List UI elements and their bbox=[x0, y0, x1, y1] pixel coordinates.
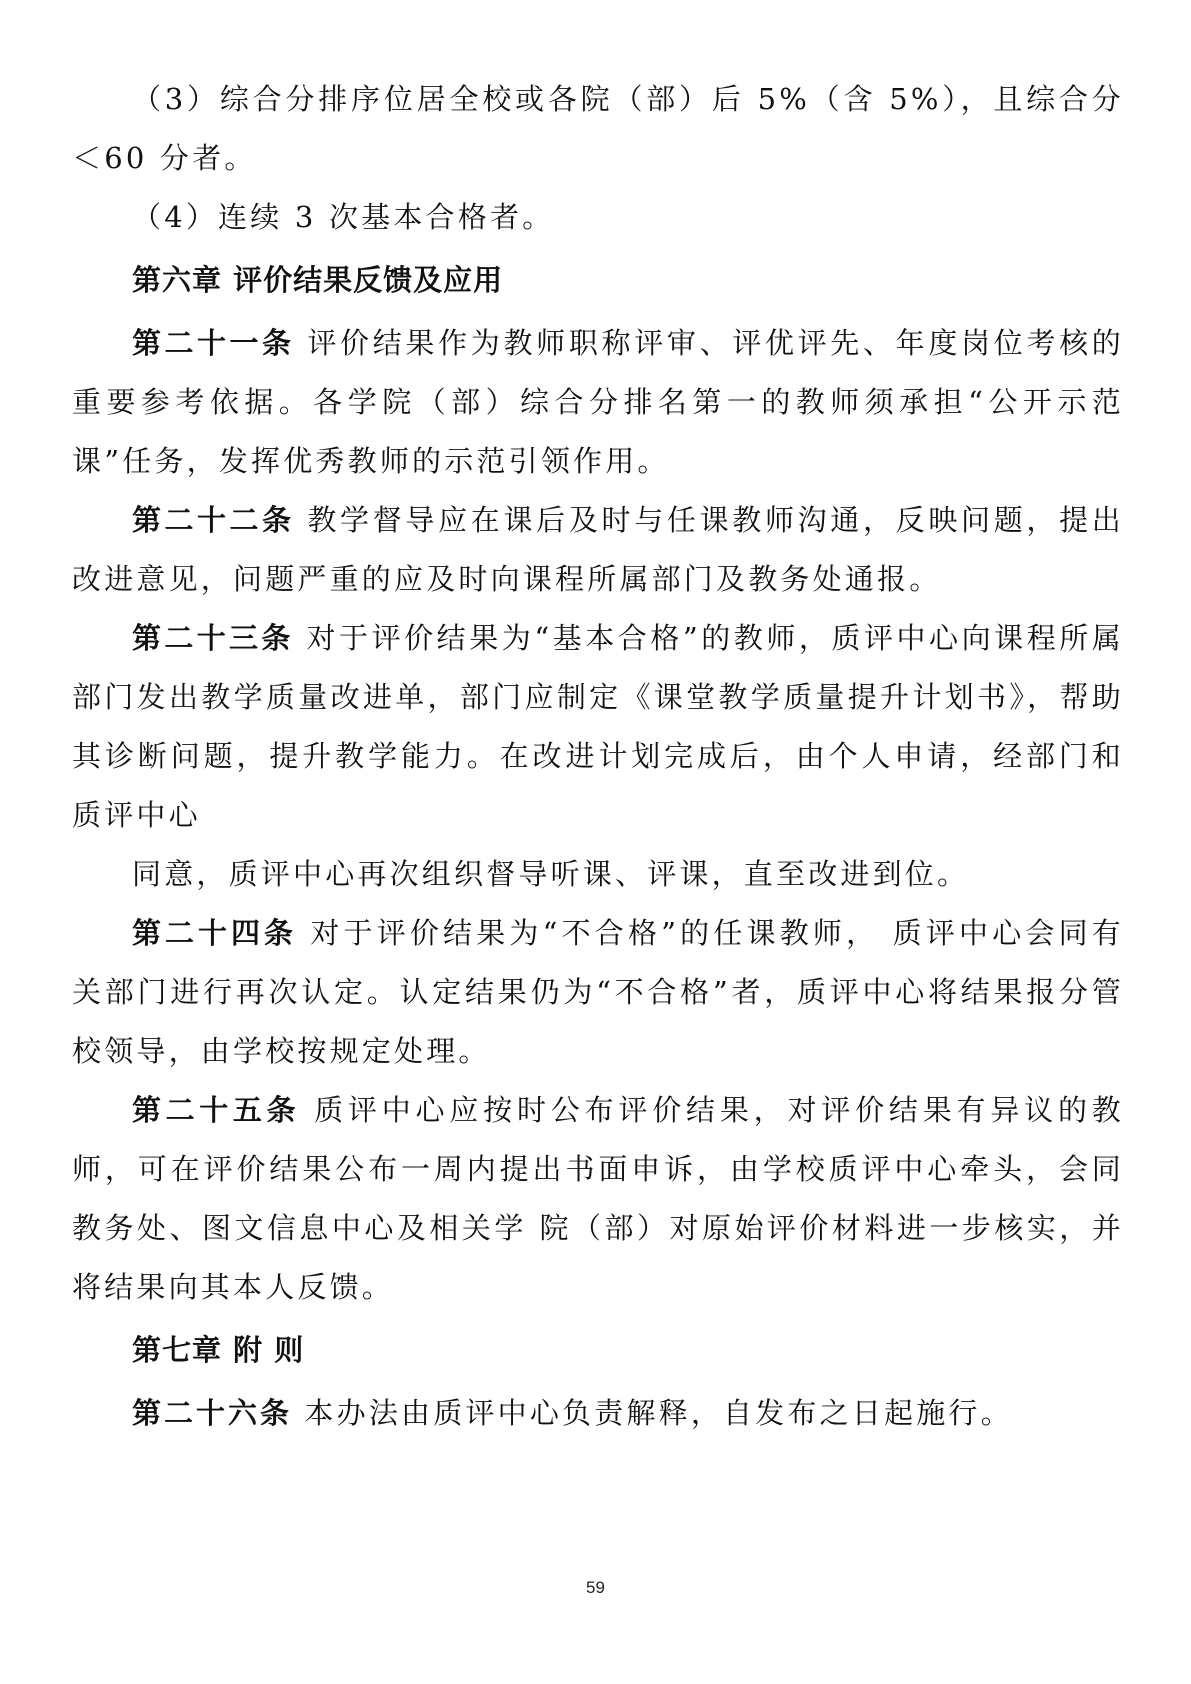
article-22-text: 教学督导应在课后及时与任课教师沟通，反映问题，提出改进意见，问题严重的应及时向课程所属部门及教务处通报。 bbox=[72, 503, 1124, 596]
article-23 bbox=[72, 609, 1124, 845]
article-26-text: 本办法由质评中心负责解释，自发布之日起施行。 bbox=[292, 1396, 1013, 1430]
article-24-label: 第二十四条 bbox=[132, 916, 297, 950]
article-25-label: 第二十五条 bbox=[132, 1093, 301, 1127]
page-number: 59 bbox=[586, 1578, 605, 1597]
article-25 bbox=[72, 1081, 1124, 1317]
list-item-4: （4）连续 3 次基本合格者。 bbox=[132, 200, 555, 234]
article-26-label: 第二十六条 bbox=[132, 1396, 293, 1430]
article-21-label: 第二十一条 bbox=[132, 326, 295, 360]
article-23-text: 对于评价结果为“基本合格”的教师，质评中心向课程所属部门发出教学质量改进单，部门应制定《课堂教学质量提升计划书》，帮助其诊断问题，提升教学能力。在改进计划完成后，由个人申请，经部门和质评中心 bbox=[72, 621, 1124, 832]
article-24-text: 对于评价结果为“不合格”的任课教师， 质评中心会同有关部门进行再次认定。认定结果仍为“不合格”者，质评中心将结果报分管校领导，由学校按规定处理。 bbox=[72, 916, 1124, 1068]
list-item-3: （3）综合分排序位居全校或各院（部）后 5%（含 5%），且综合分＜60 分者。 bbox=[72, 82, 1124, 175]
chapter-7-title: 第七章 附 则 bbox=[132, 1333, 305, 1367]
article-24 bbox=[72, 904, 1124, 1081]
article-26 bbox=[72, 1384, 1124, 1443]
article-23-continuation: 同意，质评中心再次组织督导听课、评课，直至改进到位。 bbox=[132, 857, 970, 891]
article-22 bbox=[72, 491, 1124, 609]
article-23-label: 第二十三条 bbox=[132, 621, 294, 655]
article-21 bbox=[72, 314, 1124, 491]
article-22-label: 第二十二条 bbox=[132, 503, 295, 537]
chapter-6-title: 第六章 评价结果反馈及应用 bbox=[132, 263, 504, 297]
document-page bbox=[72, 70, 1124, 1443]
article-25-text: 质评中心应按时公布评价结果，对评价结果有异议的教师，可在评价结果公布一周内提出书面申诉，由学校质评中心牵头，会同教务处、图文信息中心及相关学 院（部）对原始评价材料进一步核实，并将结果向其本人反馈。 bbox=[72, 1093, 1124, 1304]
article-21-text: 评价结果作为教师职称评审、评优评先、年度岗位考核的重要参考依据。各学院（部）综合分排名第一的教师须承担“公开示范课”任务，发挥优秀教师的示范引领作用。 bbox=[72, 326, 1124, 478]
